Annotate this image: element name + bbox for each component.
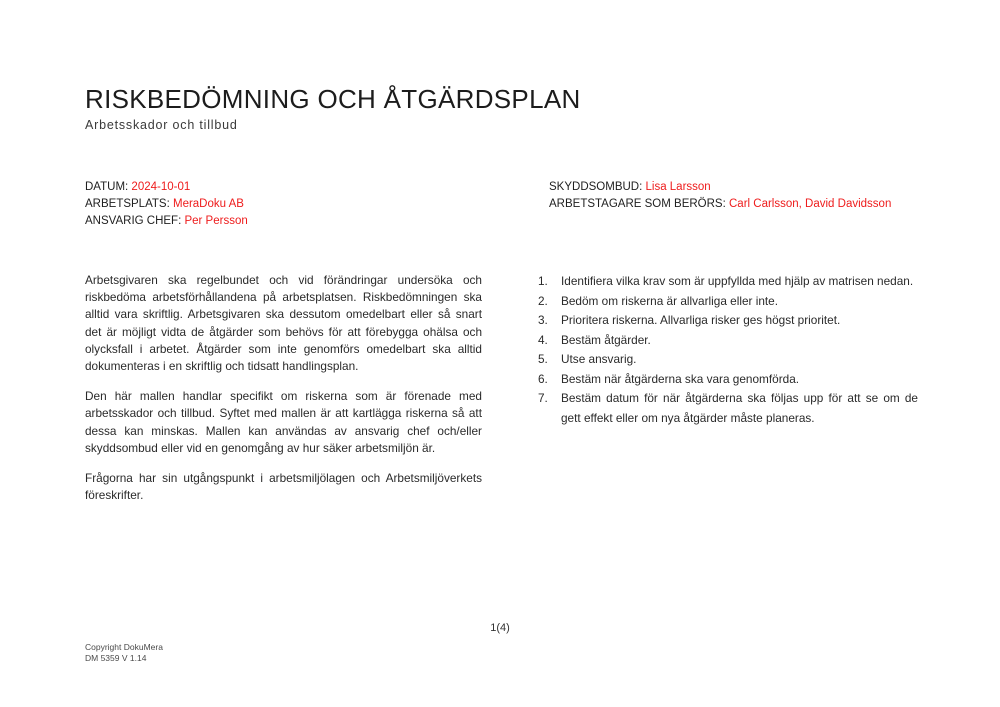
- field-datum-label: DATUM:: [85, 181, 132, 193]
- list-item: [538, 370, 918, 390]
- fields-left-block: [85, 179, 248, 231]
- footer-copyright: Copyright DokuMera: [85, 642, 163, 652]
- field-ansvarig-chef: [85, 213, 248, 230]
- field-arbetstagare-label: ARBETSTAGARE SOM BERÖRS:: [549, 198, 729, 211]
- field-ansvarig-chef-value: Per Persson: [184, 215, 248, 228]
- list-item: [538, 292, 918, 312]
- list-item-number: 5.: [538, 352, 548, 366]
- field-arbetstagare: [549, 196, 891, 213]
- field-arbetsplats: [85, 196, 248, 213]
- field-skyddsombud-label: SKYDDSOMBUD:: [549, 181, 646, 193]
- list-item-number: 1.: [538, 274, 548, 288]
- document-header: [85, 84, 945, 133]
- field-arbetsplats-value: MeraDoku AB: [172, 198, 244, 211]
- page-subtitle: Arbetsskador och tillbud: [85, 118, 238, 132]
- list-item-text: Utse ansvarig.: [561, 352, 637, 366]
- list-item-text: Bestäm åtgärder.: [561, 332, 651, 347]
- list-item-text: Bestäm när åtgärderna ska vara genomförda.: [561, 371, 800, 386]
- fields-right-block: [549, 179, 891, 213]
- list-item-text: Identifiera vilka krav som är uppfyllda med hjälp av matrisen nedan.: [561, 274, 914, 288]
- list-item-number: 6.: [538, 371, 548, 386]
- page-title: RISKBEDÖMNING OCH ÅTGÄRDSPLAN: [85, 84, 581, 114]
- paragraph-3: Frågorna har sin utgångspunkt i arbetsmiljölagen och Arbetsmiljöverkets föreskrifter.: [85, 471, 482, 503]
- field-ansvarig-chef-label: ANSVARIG CHEF:: [85, 215, 185, 228]
- list-item: [538, 389, 918, 428]
- document-footer: [85, 642, 163, 664]
- body-text-column: [85, 272, 482, 504]
- list-item: [538, 272, 918, 292]
- field-datum-value: 2024-10-01: [131, 181, 191, 193]
- list-item: [538, 311, 918, 331]
- list-item-text: Bestäm datum för när åtgärderna ska följas upp för att se om de gett effekt eller om nya åtgärder måste planeras.: [561, 391, 918, 425]
- page-number: 1(4): [490, 622, 510, 634]
- field-skyddsombud: [549, 179, 891, 196]
- paragraph-2: Den här mallen handlar specifikt om riskerna som är förenade med arbetsskador och tillbud. Syftet med mallen är att kartlägga riskerna så att dessa kan minskas. Mallen kan användas av ansvarig chef och/eller skyddsombud eller vid en genomgång av hur säker arbetsmiljön är.: [85, 389, 482, 455]
- list-item-text: Prioritera riskerna. Allvarliga risker ges högst prioritet.: [561, 313, 841, 327]
- instructions-list: [538, 272, 918, 428]
- list-item: [538, 331, 918, 351]
- field-arbetstagare-value: Carl Carlsson, David Davidsson: [729, 198, 892, 211]
- footer-doc-id: DM 5359 V 1.14: [85, 653, 147, 663]
- list-item-text: Bedöm om riskerna är allvarliga eller inte.: [561, 293, 779, 308]
- paragraph-1: Arbetsgivaren ska regelbundet och vid förändringar undersöka och riskbedöma arbetsförhållandena på arbetsplatsen. Riskbedömningen ska alltid vara skriftlig. Arbetsgivaren ska dessutom omedelbart eller så snart det är möjligt vidta de åtgärder som behövs för att förebygga ohälsa och olycksfall i arbetet. Åtgärder som inte genomförs omedelbart ska alltid dokumenteras i en skriftlig och tidsatt handlingsplan.: [85, 273, 482, 374]
- field-arbetsplats-label: ARBETSPLATS:: [85, 198, 173, 211]
- list-item-number: 3.: [538, 313, 548, 327]
- list-item: [538, 350, 918, 370]
- list-item-number: 4.: [538, 332, 548, 347]
- field-datum: [85, 179, 248, 196]
- list-item-number: 7.: [538, 391, 548, 405]
- field-skyddsombud-value: Lisa Larsson: [645, 181, 711, 193]
- list-item-number: 2.: [538, 293, 548, 308]
